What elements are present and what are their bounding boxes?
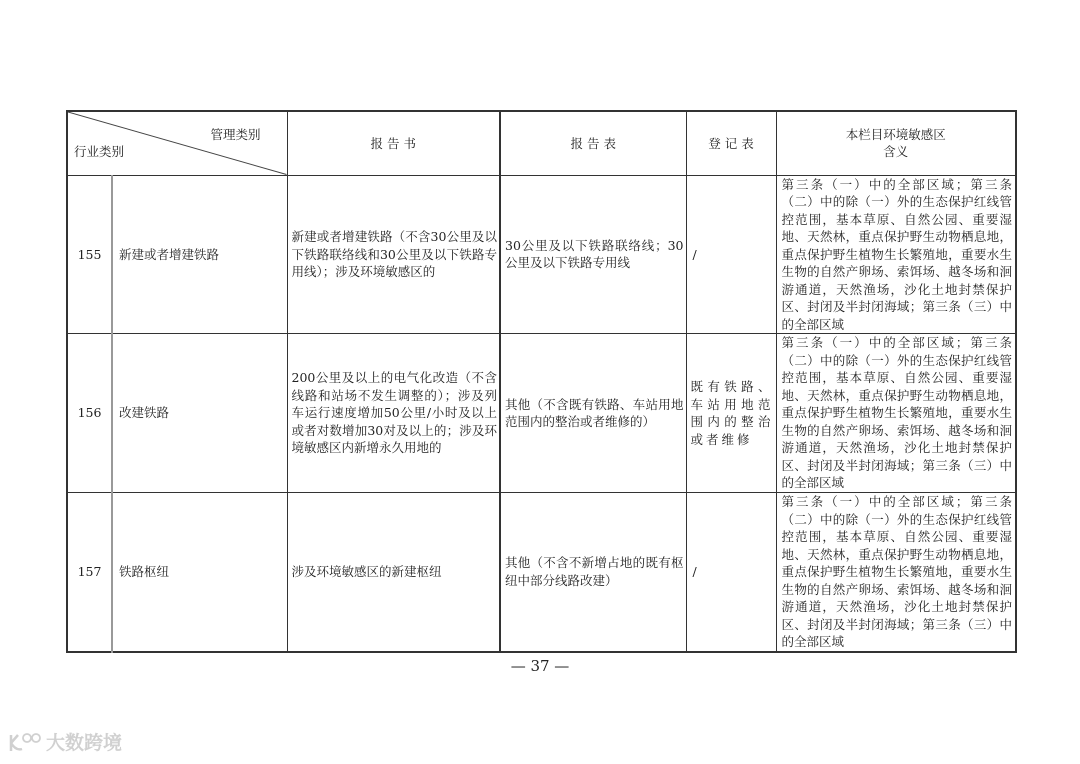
industry-name: 改建铁路 — [112, 334, 287, 493]
report-form-criteria: 其他（不含既有铁路、车站用地范围内的整治或者维修的） — [500, 334, 686, 493]
header-report-book-label: 报 告 书 — [370, 135, 416, 151]
header-registration-form — [686, 111, 776, 175]
diagonal-header-cell — [67, 111, 287, 175]
header-registration-form-label: 登 记 表 — [708, 135, 754, 151]
industry-category-label: 行业类别 — [74, 144, 125, 159]
watermark-text: 大数跨境 — [46, 732, 123, 754]
header-sensitive-area-line2: 含义 — [883, 144, 909, 160]
management-category-label: 管理类别 — [210, 127, 261, 142]
watermark — [8, 728, 122, 755]
sensitive-area-definition: 第三条（一）中的全部区域；第三条（二）中的除（一）外的生态保护红线管控范围，基本草原、自然公园、重要湿地、天然林，重点保护野生动物栖息地，重点保护野生植物生长繁殖地，重要水生生物的自然产卵场、索饵场、越冬场和洄游通道，天然渔场，沙化土地封禁保护区、封闭及半封闭海域；第三条（三）中的全部区域 — [776, 334, 1016, 493]
header-report-form — [500, 111, 686, 175]
sensitive-area-definition: 第三条（一）中的全部区域；第三条（二）中的除（一）外的生态保护红线管控范围，基本草原、自然公园、重要湿地、天然林，重点保护野生动物栖息地，重点保护野生植物生长繁殖地，重要水生生物的自然产卵场、索饵场、越冬场和洄游通道，天然渔场，沙化土地封禁保护区、封闭及半封闭海域；第三条（三）中的全部区域 — [776, 493, 1016, 652]
industry-name: 新建或者增建铁路 — [112, 175, 287, 334]
row-number: 157 — [67, 493, 112, 652]
header-report-form-label: 报 告 表 — [570, 135, 616, 151]
row-number: 156 — [67, 334, 112, 493]
registration-form-criteria: / — [686, 493, 776, 652]
header-report-book — [287, 111, 500, 175]
classification-table — [66, 110, 1017, 653]
report-form-criteria: 30公里及以下铁路联络线；30公里及以下铁路专用线 — [500, 175, 686, 334]
report-book-criteria: 200公里及以上的电气化改造（不含线路和站场不发生调整的）；涉及列车运行速度增加50公里/小时及以上或者对数增加30对及以上的；涉及环境敏感区内新增永久用地的 — [287, 334, 500, 493]
table-row — [67, 175, 1016, 334]
k100-logo-icon — [8, 731, 42, 753]
row-number: 155 — [67, 175, 112, 334]
industry-name: 铁路枢纽 — [112, 493, 287, 652]
registration-form-criteria: 既有铁路、车站用地范围内的整治或者维修 — [686, 334, 776, 493]
report-form-criteria: 其他（不含不新增占地的既有枢纽中部分线路改建） — [500, 493, 686, 652]
page-number: — 37 — — [510, 657, 570, 675]
header-sensitive-area — [776, 111, 1016, 175]
table-row — [67, 493, 1016, 652]
sensitive-area-definition: 第三条（一）中的全部区域；第三条（二）中的除（一）外的生态保护红线管控范围，基本草原、自然公园、重要湿地、天然林，重点保护野生动物栖息地，重点保护野生植物生长繁殖地，重要水生生物的自然产卵场、索饵场、越冬场和洄游通道，天然渔场，沙化土地封禁保护区、封闭及半封闭海域；第三条（三）中的全部区域 — [776, 175, 1016, 334]
table-row — [67, 334, 1016, 493]
header-sensitive-area-line1: 本栏目环境敏感区 — [845, 126, 946, 142]
report-book-criteria: 涉及环境敏感区的新建枢纽 — [287, 493, 500, 652]
report-book-criteria: 新建或者增建铁路（不含30公里及以下铁路联络线和30公里及以下铁路专用线）；涉及环境敏感区的 — [287, 175, 500, 334]
table-header-row — [67, 111, 1016, 175]
registration-form-criteria: / — [686, 175, 776, 334]
